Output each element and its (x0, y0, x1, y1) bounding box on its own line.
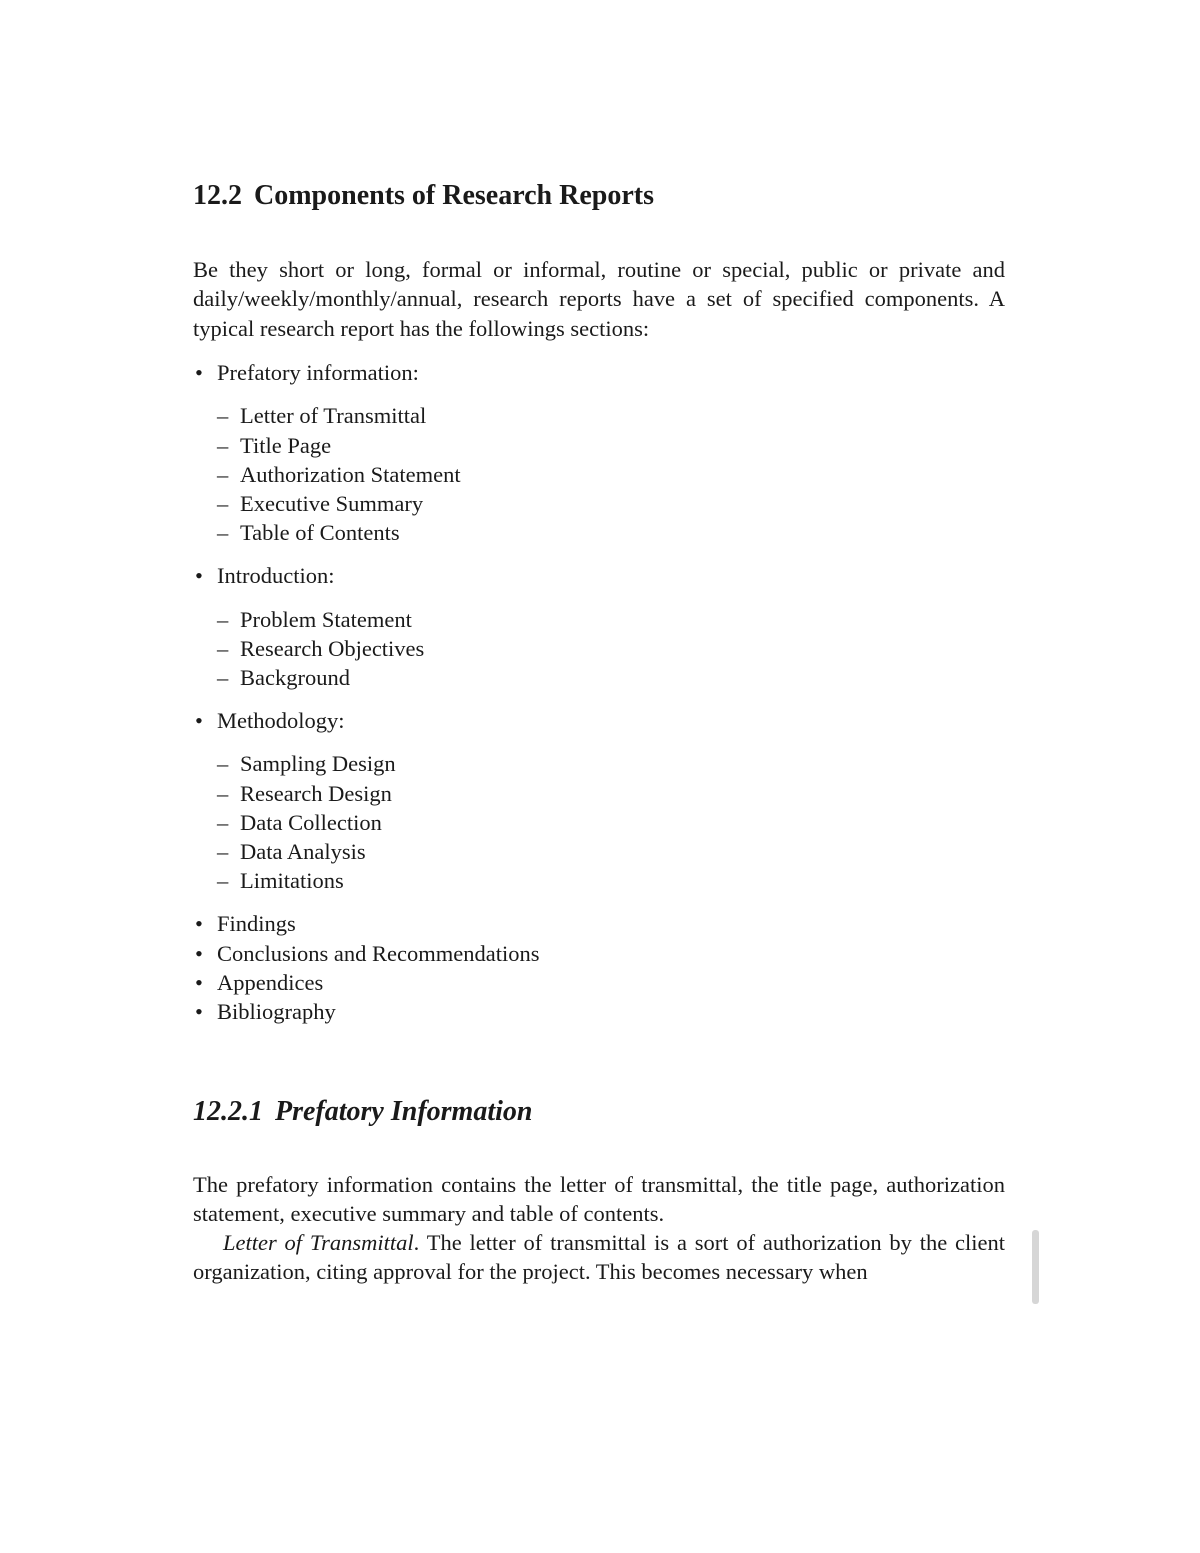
list-item-label: Appendices (217, 969, 324, 995)
bullet-icon: • (195, 969, 203, 995)
bullet-icon: • (195, 360, 203, 385)
bullet-icon: • (195, 940, 203, 966)
sub-list-item-label: Table of Contents (240, 520, 400, 546)
sub-list-item-label: Limitations (240, 868, 344, 894)
bullet-icon: • (195, 563, 203, 589)
list-item-label: Prefatory information: (217, 360, 419, 385)
runin-heading: Letter of Transmittal (223, 1230, 414, 1255)
dash-icon: – (217, 809, 229, 835)
sub-list-item-label: Sampling Design (240, 751, 396, 777)
report-components-list (193, 358, 1005, 1026)
sub-list (193, 401, 1005, 547)
list-item (193, 358, 1005, 387)
sub-list-item-label: Letter of Transmittal (240, 403, 427, 429)
list-item-label: Methodology: (217, 707, 345, 733)
list-item-label: Conclusions and Recommendations (217, 940, 540, 966)
dash-icon: – (217, 491, 229, 517)
dash-icon: – (217, 432, 229, 458)
prefatory-paragraph: The prefatory information contains the letter of transmittal, the title page, authorization statement, executive summary and table of contents. (193, 1172, 1005, 1227)
sub-list-item-label: Executive Summary (240, 491, 424, 517)
dash-icon: – (217, 868, 229, 894)
transmittal-text: . The letter of transmittal is a sort of authorization by the client organization, citing approval for the project. This becomes necessary when (193, 1230, 1005, 1285)
section-number: 12.2 (193, 180, 242, 211)
dash-icon: – (217, 780, 229, 806)
list-item (193, 561, 1005, 590)
sub-list-item (193, 460, 1005, 489)
list-item (193, 968, 1005, 997)
sub-list-item (193, 866, 1005, 895)
dash-icon: – (217, 839, 229, 865)
subsection-heading (193, 1096, 532, 1128)
dash-icon: – (217, 403, 229, 429)
scrollbar-thumb[interactable] (1032, 1230, 1039, 1304)
dash-icon: – (217, 635, 229, 661)
sub-list-item (193, 605, 1005, 634)
sub-list-item-label: Research Objectives (240, 635, 425, 661)
sub-list-item-label: Data Analysis (240, 839, 366, 865)
sub-list (193, 605, 1005, 693)
section-heading (193, 180, 654, 212)
list-item (193, 909, 1005, 938)
dash-icon: – (217, 606, 229, 632)
subsection-number: 12.2.1 (193, 1096, 263, 1127)
dash-icon: – (217, 461, 229, 487)
intro-paragraph: Be they short or long, formal or informal, routine or special, public or private and daily/weekly/monthly/annual, research reports have a set of specified components. A typical research report has the followings sections: (193, 257, 1005, 341)
sub-list-item (193, 634, 1005, 663)
sub-list-item-label: Authorization Statement (240, 461, 461, 487)
sub-list-item (193, 401, 1005, 430)
list-item-label: Introduction: (217, 563, 335, 589)
sub-list-item (193, 779, 1005, 808)
list-item (193, 706, 1005, 735)
transmittal-paragraph (193, 1228, 1005, 1287)
sub-list-item (193, 663, 1005, 692)
list-item (193, 997, 1005, 1026)
sub-list-item (193, 431, 1005, 460)
sub-list-item (193, 808, 1005, 837)
sub-list-item-label: Data Collection (240, 809, 382, 835)
bullet-icon: • (195, 911, 203, 937)
dash-icon: – (217, 520, 229, 546)
list-item-label: Findings (217, 911, 296, 937)
sub-list-item-label: Background (240, 665, 350, 691)
dash-icon: – (217, 665, 229, 691)
sub-list-item-label: Title Page (240, 432, 332, 458)
dash-icon: – (217, 751, 229, 777)
bullet-icon: • (195, 707, 203, 733)
sub-list-item-label: Research Design (240, 780, 392, 806)
sub-list-item (193, 518, 1005, 547)
bullet-icon: • (195, 999, 203, 1025)
list-item (193, 939, 1005, 968)
section-title: Components of Research Reports (254, 180, 654, 211)
sub-list-item (193, 489, 1005, 518)
sub-list (193, 749, 1005, 895)
sub-list-item (193, 837, 1005, 866)
subsection-title: Prefatory Information (275, 1096, 533, 1127)
sub-list-item-label: Problem Statement (240, 606, 412, 632)
list-item-label: Bibliography (217, 999, 336, 1025)
sub-list-item (193, 749, 1005, 778)
